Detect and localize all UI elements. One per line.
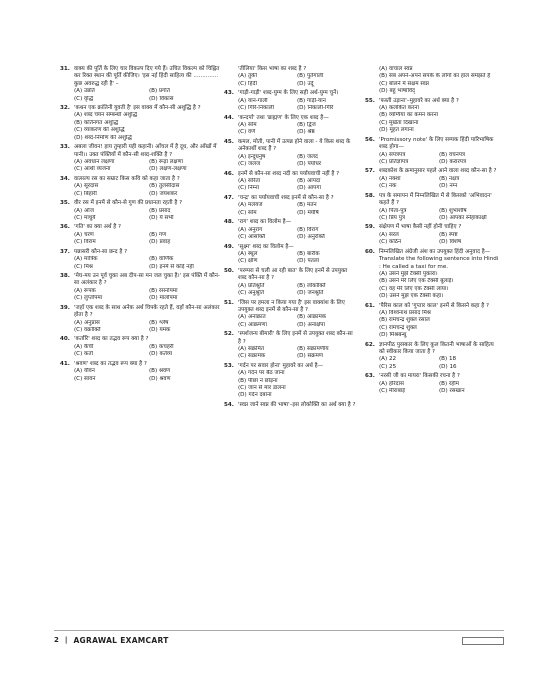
question-item bbox=[60, 105, 224, 142]
question-item bbox=[60, 66, 224, 103]
question-number: 31. bbox=[60, 66, 70, 72]
answer-options bbox=[60, 288, 224, 303]
question-text: ज्ञानपीठ पुरस्कार के लिए कुल कितनी भाषाओं के साहित्य को स्वीकार किया जाता है ? bbox=[379, 341, 494, 355]
answer-option: (C) वर्ण bbox=[238, 129, 256, 136]
answer-option: (D) पयोधर bbox=[297, 161, 322, 168]
answer-options bbox=[224, 227, 356, 242]
answer-options bbox=[224, 178, 356, 193]
answer-options bbox=[365, 105, 499, 135]
answer-option: (B) संक्रामणीय bbox=[297, 346, 329, 352]
answer-option: (C) जलज bbox=[238, 161, 261, 168]
answer-options bbox=[224, 346, 356, 361]
answer-option: (A) यान-गाली bbox=[238, 97, 268, 104]
answer-option: (A) चरण bbox=[74, 231, 94, 238]
answer-option: (B) विराग bbox=[297, 226, 319, 233]
answer-option: (A) सरिता bbox=[238, 178, 261, 184]
question-item bbox=[224, 244, 356, 266]
question-item bbox=[224, 90, 356, 112]
answer-option: (B) 18 bbox=[439, 356, 457, 363]
answer-option: (D) गर्दन दबाना bbox=[238, 392, 272, 399]
answer-option: (D) विशेष bbox=[439, 239, 462, 246]
answer-option: (B) कर्तिनगत अशुद्धि bbox=[74, 119, 119, 126]
question-number: 52. bbox=[224, 331, 234, 338]
answer-option: (D) बहु भाषाविद् bbox=[379, 88, 415, 95]
answer-option: (A) इन्दुधनुष bbox=[238, 153, 266, 160]
answer-option: (B) मतन bbox=[297, 202, 317, 209]
question-number: 63. bbox=[365, 373, 375, 380]
answer-options bbox=[224, 154, 356, 169]
question-number: 50. bbox=[224, 267, 234, 274]
question-item bbox=[365, 66, 499, 96]
answer-option: (A) यौवन bbox=[74, 368, 95, 375]
question-item bbox=[60, 144, 224, 174]
question-column-2 bbox=[224, 66, 356, 412]
answer-options bbox=[365, 381, 499, 396]
answer-options bbox=[365, 176, 499, 191]
question-number: 51. bbox=[224, 299, 234, 306]
answer-option: (B) वचनपत्र bbox=[439, 151, 466, 158]
question-item bbox=[224, 66, 356, 88]
answer-option: (A) सूरदास bbox=[74, 183, 99, 190]
answer-option: (A) कलंकित करना bbox=[379, 105, 419, 112]
question-text: 'गाड़ी-गाड़ी' शब्द-युग्म के लिए सही अर्थ-युग्म चुनें। bbox=[238, 90, 339, 97]
question-text: 'Promissory note' के लिए सम्यक हिंदी पारिभाषिक शब्द होगा— bbox=[379, 136, 494, 151]
question-column-3 bbox=[365, 66, 499, 398]
answer-options bbox=[224, 202, 356, 217]
answer-options bbox=[60, 232, 224, 247]
question-number: 54. bbox=[224, 402, 234, 408]
answer-option: (B) शुभाशीष bbox=[439, 207, 467, 214]
answer-option: (D) कर्तव्य bbox=[149, 351, 173, 358]
question-number: 62. bbox=[365, 341, 375, 348]
answer-option: (A) हरिदास bbox=[379, 380, 404, 387]
answer-option: (A) कैंची bbox=[74, 343, 94, 350]
answer-option: (D) आपका स्नेहाकांक्षी bbox=[439, 214, 487, 221]
answer-options bbox=[60, 368, 224, 383]
question-text: 'कर्तारि' शब्द का तद्भव रूप क्या है ? bbox=[74, 336, 149, 343]
question-number: 36. bbox=[60, 224, 70, 231]
question-item bbox=[60, 336, 224, 358]
brand-examcart: EXAMCART bbox=[120, 635, 169, 645]
answer-option: (A) अनुप्रास bbox=[74, 319, 100, 326]
answer-option: (B) लोकोक्ति bbox=[297, 282, 326, 289]
footer-separator: | bbox=[64, 636, 68, 644]
answer-option: (C) वह मेरे लिए एक टैक्सी लाया। bbox=[379, 285, 449, 292]
answer-options bbox=[365, 356, 499, 371]
answer-option: (D) आपगा bbox=[297, 185, 321, 192]
answer-options bbox=[224, 98, 356, 113]
question-number: 33. bbox=[60, 144, 70, 151]
answer-option: (D) उसने मुझे एक टैक्सी कहा। bbox=[379, 293, 444, 299]
answer-option: (C) आर्थी व्यंजना bbox=[74, 166, 111, 173]
answer-option: (A) संक्रमित bbox=[238, 346, 265, 352]
question-text: कमल, मोती, पानी में उत्पन्न होने वाला - ये किस शब्द के अनेकार्थी शब्द हैं ? bbox=[238, 138, 351, 153]
answer-option: (A) पिता-पुत्र bbox=[379, 207, 407, 214]
answer-option: (D) निकाली-गिरि bbox=[297, 105, 334, 112]
answer-option: (C) बिहारी bbox=[74, 190, 97, 197]
answer-option: (A) सोम bbox=[238, 122, 257, 128]
answer-option: (D) लक्षण-लक्षणा bbox=[149, 166, 187, 173]
question-text: वात्सल्य रस का सम्राट किस कवि को कहा जाता है ? bbox=[74, 175, 180, 182]
question-number: 41. bbox=[60, 360, 70, 367]
answer-options bbox=[365, 271, 499, 301]
answer-option: (A) 22 bbox=[379, 356, 397, 363]
question-text: 'गर्दन पर सवार होना' मुहावरे का अर्थ है— bbox=[238, 362, 324, 369]
answer-option: (B) प्रसाद bbox=[149, 207, 171, 214]
question-number: 37. bbox=[60, 248, 70, 255]
question-item bbox=[365, 373, 499, 395]
answer-option: (D) मालोपमा bbox=[149, 295, 178, 302]
answer-option: (A) गर्दन पर बैठ जाना bbox=[238, 370, 285, 377]
question-number: 46. bbox=[224, 170, 234, 177]
question-text: 'स्पर्शजन्य बीमारी' के लिए इनमें से उपयुक्त शब्द कौन-सा है ? bbox=[238, 331, 353, 345]
answer-option: (B) पीछा न छोड़ना bbox=[238, 377, 278, 384]
answer-option: (B) पुर्तगाली bbox=[297, 73, 324, 80]
question-item bbox=[60, 249, 224, 271]
question-item bbox=[60, 176, 224, 198]
answer-option: (B) द्विज bbox=[297, 122, 316, 128]
answer-option: (C) कठिन bbox=[379, 239, 402, 246]
answer-options bbox=[60, 183, 224, 198]
question-number: 56. bbox=[365, 136, 375, 143]
question-text: निम्नलिखित अंग्रेजी अंश का उपयुक्त हिंदी अनुवाद है— Translate the following sentence into Hindi : He called a taxi for me. bbox=[379, 248, 499, 270]
question-item bbox=[224, 195, 356, 217]
answer-options bbox=[60, 159, 224, 174]
question-text: 'पैरिस काल को 'गुप्तार काल' इनमें से किसने कहा है ? bbox=[379, 302, 489, 309]
question-item bbox=[60, 224, 224, 246]
answer-options bbox=[60, 112, 224, 142]
answer-options bbox=[224, 122, 356, 137]
answer-option: (A) उन्नति bbox=[74, 88, 95, 95]
answer-option: (D) श्रवण bbox=[149, 375, 171, 382]
question-text: वीर रस में इनमें से कौन-से गुण की प्रधानता रहती है ? bbox=[74, 200, 183, 207]
question-text: शब्दकोश के क्रमानुसार पहले आने वाला शब्द कौन-सा है ? bbox=[379, 168, 497, 175]
question-item bbox=[224, 171, 356, 193]
answer-option: (B) रहीम bbox=[439, 380, 460, 387]
answer-option: (B) नक्षत्र bbox=[439, 175, 460, 182]
answer-option: (B) व्यंग्यिया का कमन करना bbox=[379, 112, 439, 119]
answer-options bbox=[365, 208, 499, 223]
question-text: 'परम्परा से चली आ रही बात' के लिए इनमें से उपयुक्त शब्द कौन-सा है ? bbox=[238, 267, 348, 282]
question-text: 'कथन एक क्रांतिनी युवती है' इस वाक्य में कौन-सी अशुद्धि है ? bbox=[74, 105, 201, 112]
question-number: 58. bbox=[365, 192, 375, 199]
answer-option: (A) उसने मुझे टैक्सी पुकारा। bbox=[379, 270, 438, 277]
question-number: 60. bbox=[365, 248, 375, 255]
question-item bbox=[224, 331, 356, 361]
answer-option: (A) नक्शा bbox=[379, 175, 401, 182]
answer-options bbox=[224, 251, 356, 266]
answer-option: (A) मलयज bbox=[238, 202, 263, 209]
question-number: 35. bbox=[60, 200, 70, 207]
answer-options bbox=[224, 283, 356, 298]
question-text: 'नरसी जी का मायरा' किसकी रचना है ? bbox=[379, 373, 460, 380]
answer-option: (B) कचहरी bbox=[149, 343, 174, 350]
question-text: 'स्वप्न जाने स्वप्न की भाषा'–इस लोकोक्ति का अर्थ क्या है ? bbox=[238, 402, 356, 408]
answer-option: (C) मूर्खता दिखाना bbox=[379, 119, 419, 126]
question-column-1 bbox=[60, 66, 224, 385]
answer-option: (C) रामचन्द्र शुक्ल bbox=[379, 324, 417, 331]
answer-options bbox=[365, 310, 499, 340]
answer-option: (D) जनश्रुति bbox=[297, 290, 324, 296]
question-number: 49. bbox=[224, 243, 234, 250]
answer-option: (B) श्रवण bbox=[149, 368, 171, 375]
question-item bbox=[224, 219, 356, 241]
answer-option: (A) अनुराग bbox=[238, 226, 263, 233]
question-item bbox=[60, 200, 224, 222]
answer-option: (D) उर्दू bbox=[297, 80, 314, 87]
question-number: 59. bbox=[365, 224, 375, 231]
answer-option: (D) मयेषि bbox=[297, 209, 319, 216]
question-item bbox=[365, 249, 499, 301]
answer-option: (A) रूपक bbox=[74, 287, 96, 294]
answer-option: (D) ये सभी bbox=[149, 214, 174, 221]
answer-option: (D) शब्द-निर्माण की अशुद्धि bbox=[74, 134, 132, 141]
answer-option: (C) सोम bbox=[238, 209, 257, 216]
answer-option: (B) रामचन्द्र शुक्ल रसाल bbox=[379, 317, 430, 324]
question-text: 'गति' का क्या अर्थ है ? bbox=[74, 224, 121, 231]
question-item bbox=[365, 193, 499, 223]
answer-option: (C) प्रिय पुत्र bbox=[379, 214, 405, 221]
answer-option: (C) माधुर्य bbox=[74, 214, 96, 221]
answer-option: (C) व्याकरण की अशुद्धि bbox=[74, 127, 125, 134]
answer-options bbox=[224, 314, 356, 329]
question-number: 48. bbox=[224, 219, 234, 226]
answer-option: (C) लुप्तोपमा bbox=[74, 295, 103, 302]
answer-option: (C) प्रतिज्ञापत्र bbox=[379, 158, 409, 165]
answer-option: (D) नग्न bbox=[439, 183, 458, 190]
answer-option: (C) जान से मार डालना bbox=[238, 385, 286, 392]
answer-option: (C) निम्ना bbox=[238, 185, 260, 192]
answer-option: (A) शब्द चयन सम्बन्धी अशुद्धि bbox=[74, 112, 138, 119]
question-text: इनमें से कौन-सा शब्द नदी का पर्यायवाची नहीं है ? bbox=[238, 170, 340, 177]
question-number: 61. bbox=[365, 302, 375, 309]
answer-option: (A) सरल bbox=[379, 231, 399, 238]
answer-option: (A) वाचाल स्वप्न bbox=[379, 66, 413, 72]
answer-option: (A) सपत्रपत्र bbox=[379, 151, 406, 158]
answer-option: (C) 25 bbox=[379, 363, 397, 370]
answer-option: (B) आपदा bbox=[297, 178, 321, 184]
question-text: वाक्य की पूर्ति के लिए चार विकल्प दिए गये हैं। उचित विकल्प को चिह्नित कर रिक्त स्थान की पूर्ति कीजिए। 'इस नई हिंदी साहित्य की .............. कुछ अवरुद्ध रही है' – bbox=[74, 66, 220, 87]
answer-option: (D) यमक bbox=[149, 326, 171, 333]
question-item bbox=[224, 300, 356, 330]
question-number: 55. bbox=[365, 97, 375, 104]
answer-option: (A) तुर्की bbox=[238, 73, 257, 80]
answer-option: (B) सब अपने-अपने सपर्क के लोगों का हाल समझते हैं bbox=[379, 73, 491, 80]
answer-option: (A) अवधान लक्षणा bbox=[74, 158, 115, 165]
answer-option: (C) हिंदी bbox=[238, 80, 257, 87]
question-item bbox=[60, 305, 224, 335]
question-text: 'कन्दर्पा' तथा 'ब्राह्मण' के लिए एक शब्द है— bbox=[238, 114, 329, 121]
question-text: 'मेघ-मय उन पूर्व चुका अब दीप-सा मन जल चुका है।' इस पंक्ति में कौन-सा अलंकार है ? bbox=[74, 273, 220, 287]
answer-option: (C) क्षीण bbox=[238, 258, 258, 265]
answer-options bbox=[60, 88, 224, 103]
question-item bbox=[365, 224, 499, 246]
answer-option: (C) कर्ता bbox=[74, 351, 93, 358]
answer-option: (D) रसखान bbox=[439, 388, 465, 395]
question-text: 'राग' शब्द का विलोम है— bbox=[238, 219, 292, 226]
question-item bbox=[365, 98, 499, 135]
question-text: अबला जीवन! हाय तुम्हारी यही कहानी। आँचल में है दूध, और आँखों में पानी।। उक्त पंक्तियों में कौन-सी शब्द-शक्ति है ? bbox=[74, 144, 217, 158]
question-number: 40. bbox=[60, 336, 70, 343]
question-item bbox=[224, 363, 356, 400]
question-text: 'फब्ती उड़ाना'–मुहावरे का अर्थ क्या है ? bbox=[379, 97, 459, 104]
answer-option: (D) इनमें से कोई नहीं bbox=[149, 263, 194, 270]
answer-options bbox=[60, 256, 224, 271]
answer-option: (A) अनाक्रांत bbox=[238, 314, 266, 321]
answer-option: (B) गाड़ी-यान bbox=[297, 97, 326, 104]
answer-option: (C) नक bbox=[379, 183, 397, 190]
publisher-badge-icon bbox=[462, 637, 504, 645]
question-item bbox=[365, 342, 499, 372]
question-number: 43. bbox=[224, 90, 234, 97]
question-number: 39. bbox=[60, 304, 70, 311]
answer-option: (B) आक्रामक bbox=[297, 314, 327, 321]
page-number: 2 bbox=[54, 636, 59, 644]
question-text: 'श्रवण' शब्द का तद्भव रूप क्या है ? bbox=[74, 360, 147, 367]
answer-option: (B) श्लेष bbox=[149, 319, 169, 326]
answer-option: (D) 16 bbox=[439, 363, 457, 370]
question-number: 53. bbox=[224, 362, 234, 369]
answer-option: (C) गिरि-निकाली bbox=[238, 105, 274, 112]
answer-option: (D) मूहत लगाना bbox=[379, 127, 414, 134]
question-item bbox=[224, 139, 356, 169]
question-item bbox=[224, 402, 356, 409]
answer-option: (D) अनुरक्ति bbox=[297, 234, 325, 240]
answer-option: (D) अनाक्षेपा bbox=[297, 321, 325, 328]
question-number: 34. bbox=[60, 175, 70, 182]
question-text: 'जिस पर हमला न किया गया है' इस वाक्यांश के लिए उपयुक्त शब्द इनमें से कौन-सा है ? bbox=[238, 299, 345, 313]
question-text: पत्र के समापन में निम्नलिखित में से किसको 'अभिवादन' कहते हैं ? bbox=[379, 192, 492, 207]
answer-option: (C) संक्रामक bbox=[238, 353, 266, 360]
answer-option: (C) बोलने में सक्षम स्वप्न bbox=[379, 80, 429, 87]
answer-option: (D) श्रेष्ठ bbox=[297, 129, 315, 136]
answer-option: (B) रूढ़ा लक्षणा bbox=[149, 158, 183, 165]
answer-option: (D) करारपत्र bbox=[439, 158, 467, 165]
answer-options bbox=[224, 73, 356, 88]
answer-option: (B) वार्णिक bbox=[149, 256, 174, 263]
page-footer bbox=[54, 630, 504, 643]
question-item bbox=[365, 303, 499, 340]
answer-option: (C) आसक्ति bbox=[238, 234, 266, 240]
question-number: 44. bbox=[224, 114, 234, 121]
answer-option: (A) प्रतिश्रुति bbox=[238, 282, 265, 289]
question-text: 'तीलिया' किस भाषा का शब्द है ? bbox=[238, 66, 307, 72]
answer-option: (A) विश्वनाथ प्रसाद मिश्र bbox=[379, 309, 431, 316]
brand-agrawal: AGRAWAL bbox=[73, 635, 118, 645]
question-text: 'चन्द्र' का पर्यायवाची शब्द इनमें से कौन-सा है ? bbox=[238, 194, 334, 201]
answer-option: (B) रसनोपमा bbox=[149, 287, 178, 294]
question-number: 47. bbox=[224, 194, 234, 201]
answer-option: (B) बारीक bbox=[297, 250, 320, 257]
answer-option: (B) गण bbox=[149, 231, 167, 238]
answer-option: (B) तुलसीदास bbox=[149, 183, 180, 190]
answer-option: (C) सावन bbox=[74, 375, 96, 382]
answer-option: (C) मीराबाई bbox=[379, 388, 405, 395]
answer-option: (D) संक्रमण bbox=[297, 353, 323, 360]
answer-option: (C) आक्रमणा bbox=[238, 321, 267, 328]
answer-option: (B) उसने मेरे लिए एक टैक्सी बुलाई। bbox=[379, 278, 454, 285]
question-number: 45. bbox=[224, 138, 234, 145]
answer-option: (B) प्रगति bbox=[149, 88, 170, 95]
question-text: 'जहाँ एक शब्द के साथ अनेक अर्थ चिपके रहते हैं, वहाँ कौन-सा अलंकार होता है ? bbox=[74, 304, 220, 319]
question-item bbox=[224, 268, 356, 298]
answer-option: (D) पतला bbox=[297, 258, 320, 265]
answer-option: (B) स्पष्ट bbox=[439, 231, 458, 238]
answer-option: (D) प्रवाह bbox=[149, 239, 171, 246]
answer-option: (C) वृद्धि bbox=[74, 95, 94, 102]
question-text: पन्नासरी कौन-सा छन्द है ? bbox=[74, 248, 128, 255]
answer-option: (D) विकास bbox=[149, 95, 174, 102]
answer-option: (A) स्थूल bbox=[238, 250, 258, 257]
answer-options bbox=[60, 344, 224, 359]
answer-option: (C) विराम bbox=[74, 239, 96, 246]
answer-option: (A) मात्रिक bbox=[74, 256, 98, 263]
answer-options bbox=[365, 152, 499, 167]
question-item bbox=[365, 168, 499, 190]
question-number bbox=[224, 66, 238, 73]
answer-options bbox=[60, 208, 224, 223]
question-text: संक्षेपण में भाषा कैसी नहीं होनी चाहिए ? bbox=[379, 224, 462, 231]
answer-option: (B) जलद bbox=[297, 153, 318, 160]
question-item bbox=[60, 273, 224, 303]
answer-options bbox=[60, 320, 224, 335]
answer-option: (C) अनुश्रुति bbox=[238, 290, 265, 296]
answer-option: (A) ओज bbox=[74, 207, 94, 214]
answer-options bbox=[224, 370, 356, 400]
answer-option: (D) जयशंकर bbox=[149, 190, 178, 197]
question-item bbox=[224, 115, 356, 137]
answer-option: (D) मिश्रबन्धु bbox=[379, 332, 407, 339]
answer-option: (C) वक्रोक्ति bbox=[74, 326, 101, 333]
question-number: 38. bbox=[60, 273, 70, 280]
question-item bbox=[60, 361, 224, 383]
question-text: 'सूक्ष्म' शब्द का विलोम है— bbox=[238, 243, 294, 250]
brand-logo bbox=[73, 636, 168, 645]
answer-options bbox=[365, 66, 499, 96]
answer-option: (C) मिश्र bbox=[74, 263, 93, 270]
question-item bbox=[365, 137, 499, 167]
answer-options bbox=[365, 232, 499, 247]
question-number: 32. bbox=[60, 105, 70, 112]
question-number: 57. bbox=[365, 168, 375, 175]
